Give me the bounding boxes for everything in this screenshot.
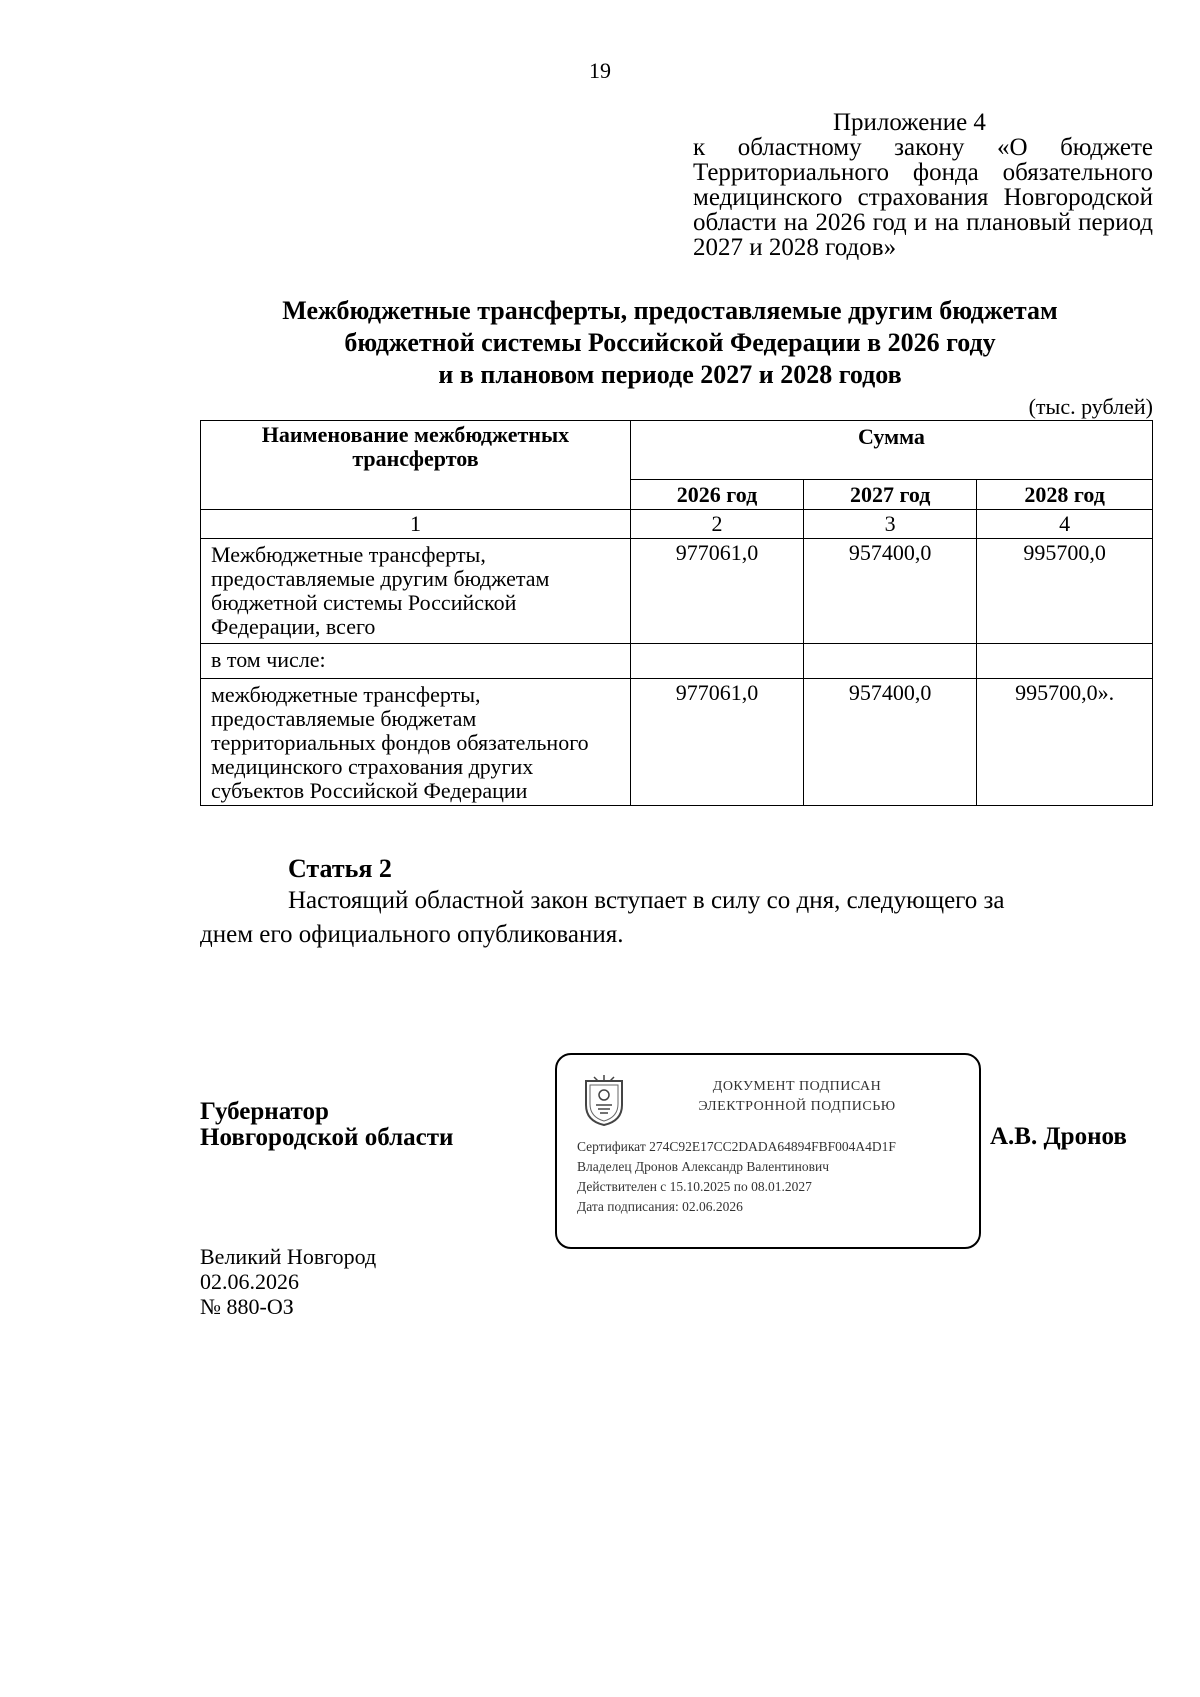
stamp-details (577, 1137, 977, 1217)
header-sum-cell: Сумма (630, 421, 1152, 480)
value-2028-cell: 995700,0». (977, 679, 1153, 806)
stamp-heading (627, 1077, 967, 1117)
row-name-cell: Межбюджетные трансферты, предоставляемые другим бюджетам бюджетной системы Российской Федерации, всего (201, 539, 631, 644)
value-2026-cell (630, 644, 803, 679)
signatory-position-line: Новгородской области (200, 1124, 454, 1151)
row-name-cell: межбюджетные трансферты, предоставляемые бюджетам территориальных фондов обязательного медицинского страхования других субъектов Российской Федерации (201, 679, 631, 806)
document-title-line: и в плановом периоде 2027 и 2028 годов (438, 360, 902, 389)
appendix-reference: к областному закону «О бюджете Территориального фонда обязательного медицинского страхования Новгородской области на 2026 год и на плановый период 2027 и 2028 годов» (693, 134, 1153, 261)
units-label: (тыс. рублей) (1028, 394, 1153, 419)
electronic-signature-stamp (555, 1053, 981, 1249)
column-number: 4 (977, 510, 1153, 539)
signatory-name: А.В. Дронов (990, 1123, 1127, 1150)
article-title: Статья 2 (288, 854, 392, 883)
law-number: № 880-ОЗ (200, 1294, 294, 1319)
value-2028-cell (977, 644, 1153, 679)
table-row (201, 539, 1153, 644)
coat-of-arms-icon (582, 1075, 626, 1127)
value-2027-cell: 957400,0 (804, 679, 977, 806)
table-row (201, 679, 1153, 806)
stamp-heading-line: ДОКУМЕНТ ПОДПИСАН (712, 1079, 882, 1094)
value-2027-cell: 957400,0 (804, 539, 977, 644)
article-text-line: Настоящий областной закон вступает в силу со дня, следующего за (288, 887, 1005, 914)
stamp-heading-line: ЭЛЕКТРОННОЙ ПОДПИСЬЮ (698, 1099, 896, 1114)
appendix-title: Приложение 4 (833, 109, 986, 136)
certificate-validity: Действителен с 15.10.2025 по 08.01.2027 (577, 1179, 812, 1194)
law-date: 02.06.2026 (200, 1269, 299, 1294)
value-2028-cell: 995700,0 (977, 539, 1153, 644)
page-number: 19 (589, 58, 611, 83)
column-number: 2 (630, 510, 803, 539)
header-name-cell: Наименование межбюджетных трансфертов (201, 421, 631, 510)
column-number: 3 (804, 510, 977, 539)
city: Великий Новгород (200, 1244, 377, 1269)
column-number: 1 (201, 510, 631, 539)
appendix-header (693, 110, 1153, 260)
place-date-number (200, 1244, 376, 1319)
article-text-line: днем его официального опубликования. (200, 921, 624, 948)
document-title-line: Межбюджетные трансферты, предоставляемые другим бюджетам (282, 296, 1058, 325)
document-title (200, 295, 1140, 391)
value-2027-cell (804, 644, 977, 679)
header-year-2026: 2026 год (630, 480, 803, 510)
certificate-owner: Владелец Дронов Александр Валентинович (577, 1159, 829, 1174)
value-2026-cell: 977061,0 (630, 539, 803, 644)
table-column-numbers-row (201, 510, 1153, 539)
signatory-position (200, 1099, 453, 1151)
row-name-cell: в том числе: (201, 644, 631, 679)
article-text (200, 884, 1153, 952)
signatory-position-line: Губернатор (200, 1098, 329, 1125)
table-row (201, 644, 1153, 679)
document-title-line: бюджетной системы Российской Федерации в 2026 году (344, 328, 996, 357)
header-year-2028: 2028 год (977, 480, 1153, 510)
transfers-table (200, 420, 1153, 806)
header-year-2027: 2027 год (804, 480, 977, 510)
certificate-number: Сертификат 274C92E17CC2DADA64894FBF004A4D1F (577, 1139, 896, 1154)
value-2026-cell: 977061,0 (630, 679, 803, 806)
signing-date: Дата подписания: 02.06.2026 (577, 1199, 743, 1214)
table-header-row (201, 421, 1153, 480)
